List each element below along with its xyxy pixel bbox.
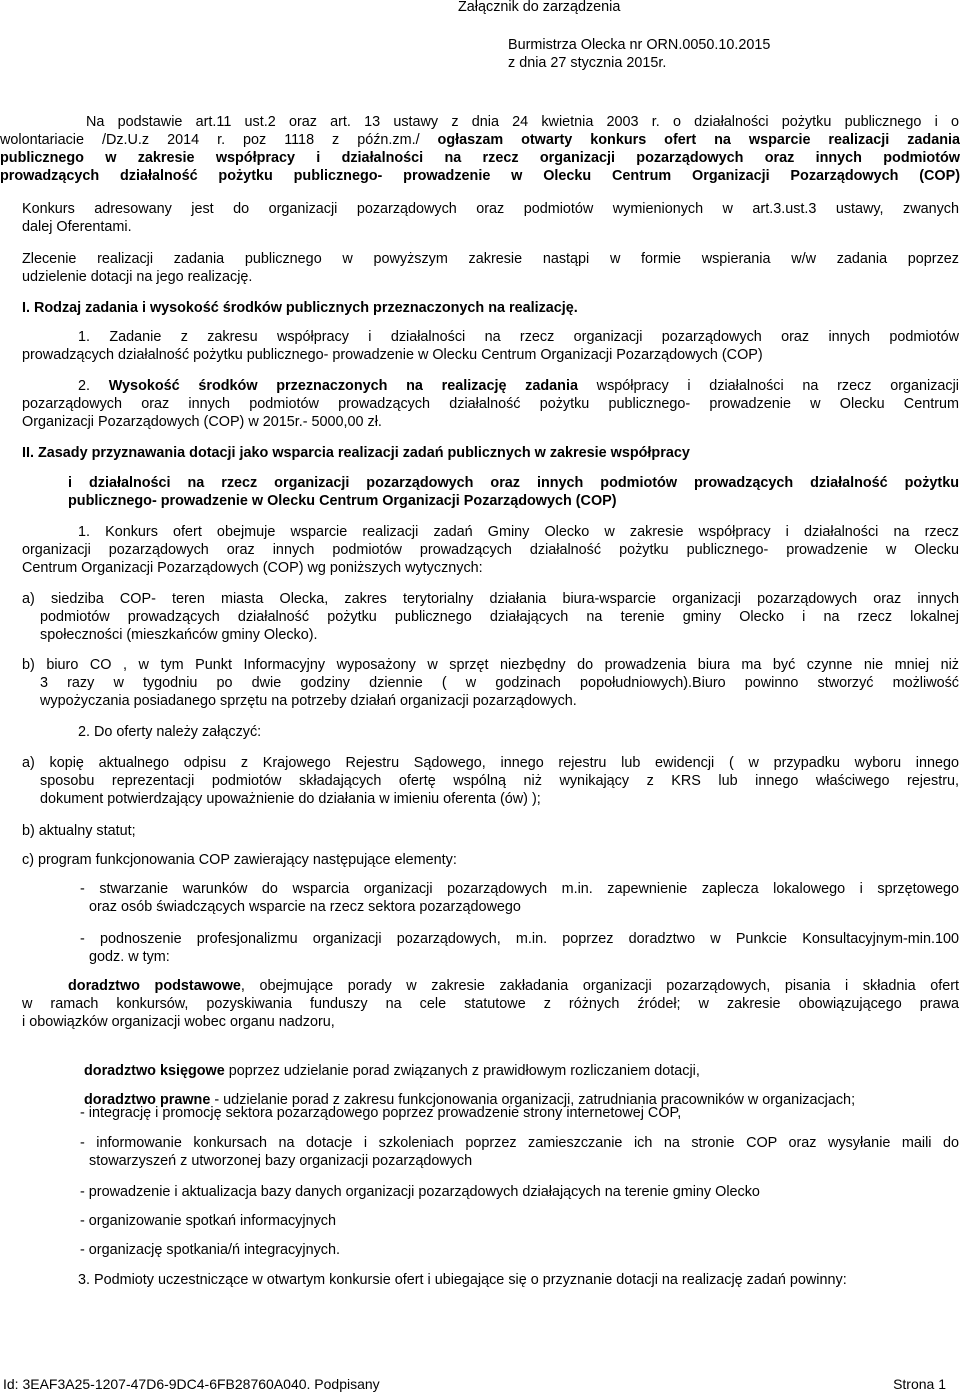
item-b-line-1: b) biuro CO , w tym Punkt Informacyjny wyposażony w sprzęt niezbędny do prowadzenia biura ma być czynne nie mniej niż [22,657,959,673]
section-2-p3: 3. Podmioty uczestniczące w otwartym konkursie ofert i ubiegające się o przyznanie dotacji na realizację zadań powinny: [78,1272,847,1288]
dash-item-6: - organizowanie spotkań informacyjnych [80,1213,336,1229]
attachment-b: b) aktualny statut; [22,823,136,839]
section-2-title-line-2: i działalności na rzecz organizacji pozarządowych oraz innych podmiotów prowadzących działalność pożytku [68,475,959,491]
section-2-title-line-3: publicznego- prowadzenie w Olecku Centrum Organizacji Pozarządowych (COP) [68,493,617,509]
dash-item-3: - integrację i promocję sektora pozarządowego poprzez prowadzenie strony internetowej COP, [80,1105,682,1121]
section-2-p1-line-3: Centrum Organizacji Pozarządowych (COP) wg poniższych wytycznych: [22,560,483,576]
intro-line-1: Na podstawie art.11 ust.2 oraz art. 13 ustawy z dnia 24 kwietnia 2003 r. o działalności pożytku publicznego i o [86,114,959,130]
section-1-p2-number: 2. [78,378,91,394]
section-2-p1-line-2: organizacji pozarządowych oraz innych podmiotów prowadzących działalność pożytku publicznego- prowadzenie w Olecku [22,542,959,558]
addressed-line-2: dalej Oferentami. [22,219,132,235]
addressed-line-1: Konkurs adresowany jest do organizacji pozarządowych oraz podmiotów wymienionych w art.3.ust.3 ustawy, zwanych [22,201,959,217]
section-1-p1-line-2: prowadzących działalność pożytku publicznego- prowadzenie w Olecku Centrum Organizacji Pozarządowych (COP) [22,347,763,363]
dash-item-7: - organizację spotkania/ń integracyjnych. [80,1242,340,1258]
commission-line-2: udzielenie dotacji na jego realizację. [22,269,253,285]
attachment-a-line-3: dokument potwierdzający upoważnienie do działania w imieniu oferenta (ów) ); [40,791,541,807]
advice-legal-label: doradztwo prawne [84,1092,211,1108]
section-2-p2: 2. Do oferty należy załączyć: [78,724,262,740]
item-a-line-1: a) siedziba COP- teren miasta Olecka, zakres terytorialny działania biura-wsparcie organizacji pozarządowych oraz innych [22,591,959,607]
intro-line-3: publicznego w zakresie współpracy i działalności na rzecz organizacji pozarządowych oraz innych podmiotów [0,150,960,166]
advice-basic-line-3: i obowiązków organizacji wobec organu nadzoru, [22,1014,335,1030]
attachment-a-line-2: sposobu reprezentacji podmiotów składających ofertę wspólną niż wynikający z KRS lub innego właściwego rejestru, [40,773,959,789]
attachment-c: c) program funkcjonowania COP zawierający następujące elementy: [22,852,457,868]
advice-basic-text: , obejmujące porady w zakresie zakładania organizacji pozarządowych, pisania i składnia ofert [240,978,959,994]
intro-announcement: ogłaszam otwarty konkurs ofert na wsparcie realizacji zadania [437,132,960,148]
intro-line-4: prowadzących działalność pożytku publicznego- prowadzenie w Olecku Centrum Organizacji Pozarządowych (COP) [0,168,960,184]
advice-accounting-label: doradztwo księgowe [84,1063,225,1079]
header-line-1: Załącznik do zarządzenia [458,0,621,15]
item-b-line-3: wypożyczania posiadanego sprzętu na potrzeby działań organizacji pozarządowych. [40,693,577,709]
item-a-line-2: podmiotów prowadzących działalność pożytku publicznego działających na terenie gminy Olecko i na rzecz lokalnej [40,609,959,625]
section-1-p1-line-1: 1. Zadanie z zakresu współpracy i działalności na rzecz organizacji pozarządowych oraz innych podmiotów [78,329,959,345]
item-a-line-3: społeczności (mieszkańców gminy Olecko). [40,627,318,643]
dash-item-2-line-1: - podnoszenie profesjonalizmu organizacji pozarządowych, m.in. poprzez doradztwo w Punkcie Konsultacyjnym-min.100 [80,931,959,947]
footer-document-id: Id: 3EAF3A25-1207-47D6-9DC4-6FB28760A040. Podpisany [3,1376,380,1392]
advice-legal-text: - udzielanie porad z zakresu funkcjonowania organizacji, zatrudniania pracowników w organizacjach; [210,1092,856,1108]
item-b-line-2: 3 razy w tygodniu po dwie godziny dziennie ( w godzinach popołudniowych).Biuro powinno stworzyć możliwość [40,675,959,691]
commission-line-1: Zlecenie realizacji zadania publicznego w powyższym zakresie nastąpi w formie wspierania w/w zadania poprzez [22,251,959,267]
section-1-p2-bold: Wysokość środków przeznaczonych na realizację zadania [108,378,578,394]
section-2-title-line-1: II. Zasady przyznawania dotacji jako wsparcia realizacji zadań publicznych w zakresie współpracy [22,445,690,461]
advice-basic-line-1 [68,977,959,995]
advice-basic-line-2: w ramach konkursów, pozyskiwania funduszy na cele statutowe z różnych źródeł; w zakresie obowiązującego prawa [22,996,959,1012]
advice-accounting-text: poprzez udzielanie porad związanych z prawidłowym rozliczaniem dotacji, [224,1063,700,1079]
dash-item-4-line-2: stowarzyszeń z utworzonej bazy organizacji pozarządowych [89,1153,473,1169]
footer-page-number: Strona 1 [893,1376,946,1392]
attachment-a-line-1: a) kopię aktualnego odpisu z Krajowego Rejestru Sądowego, innego rejestru lub ewidencji ( w przypadku wyboru innego [22,755,959,771]
intro-legal-basis: wolontariacie /Dz.U.z 2014 r. poz 1118 z późn.zm./ [0,132,420,148]
dash-item-4-line-1: - informowanie konkursach na dotacje i szkoleniach poprzez zamieszczanie ich na stronie COP oraz wysyłanie maili do [80,1135,959,1151]
intro-line-2 [0,131,960,149]
dash-item-1-line-2: oraz osób świadczących wsparcie na rzecz sektora pozarządowego [89,899,521,915]
header-line-2: Burmistrza Olecka nr ORN.0050.10.2015 [508,37,771,53]
dash-item-5: - prowadzenie i aktualizacja bazy danych organizacji pozarządowych działających na terenie gminy Olecko [80,1184,760,1200]
section-1-p2-line-3: Organizacji Pozarządowych (COP) w 2015r.- 5000,00 zł. [22,414,382,430]
section-1-title: I. Rodzaj zadania i wysokość środków publicznych przeznaczonych na realizację. [22,300,578,316]
dash-item-2-line-2: godz. w tym: [89,949,170,965]
advice-basic-label: doradztwo podstawowe [68,978,241,994]
dash-item-1-line-1: - stwarzanie warunków do wsparcia organizacji pozarządowych m.in. zapewnienie zaplecza lokalowego i sprzętowego [80,881,959,897]
header-line-3: z dnia 27 stycznia 2015r. [508,55,667,71]
section-1-p2-rest: współpracy i działalności na rzecz organizacji [596,378,959,394]
section-1-p2-line-1 [78,377,959,395]
section-1-p2-line-2: pozarządowych oraz innych podmiotów prowadzących działalność pożytku publicznego- prowadzenie w Olecku Centrum [22,396,959,412]
section-2-p1-line-1: 1. Konkurs ofert obejmuje wsparcie realizacji zadań Gminy Olecko w zakresie współpracy i działalności na rzecz [78,524,959,540]
